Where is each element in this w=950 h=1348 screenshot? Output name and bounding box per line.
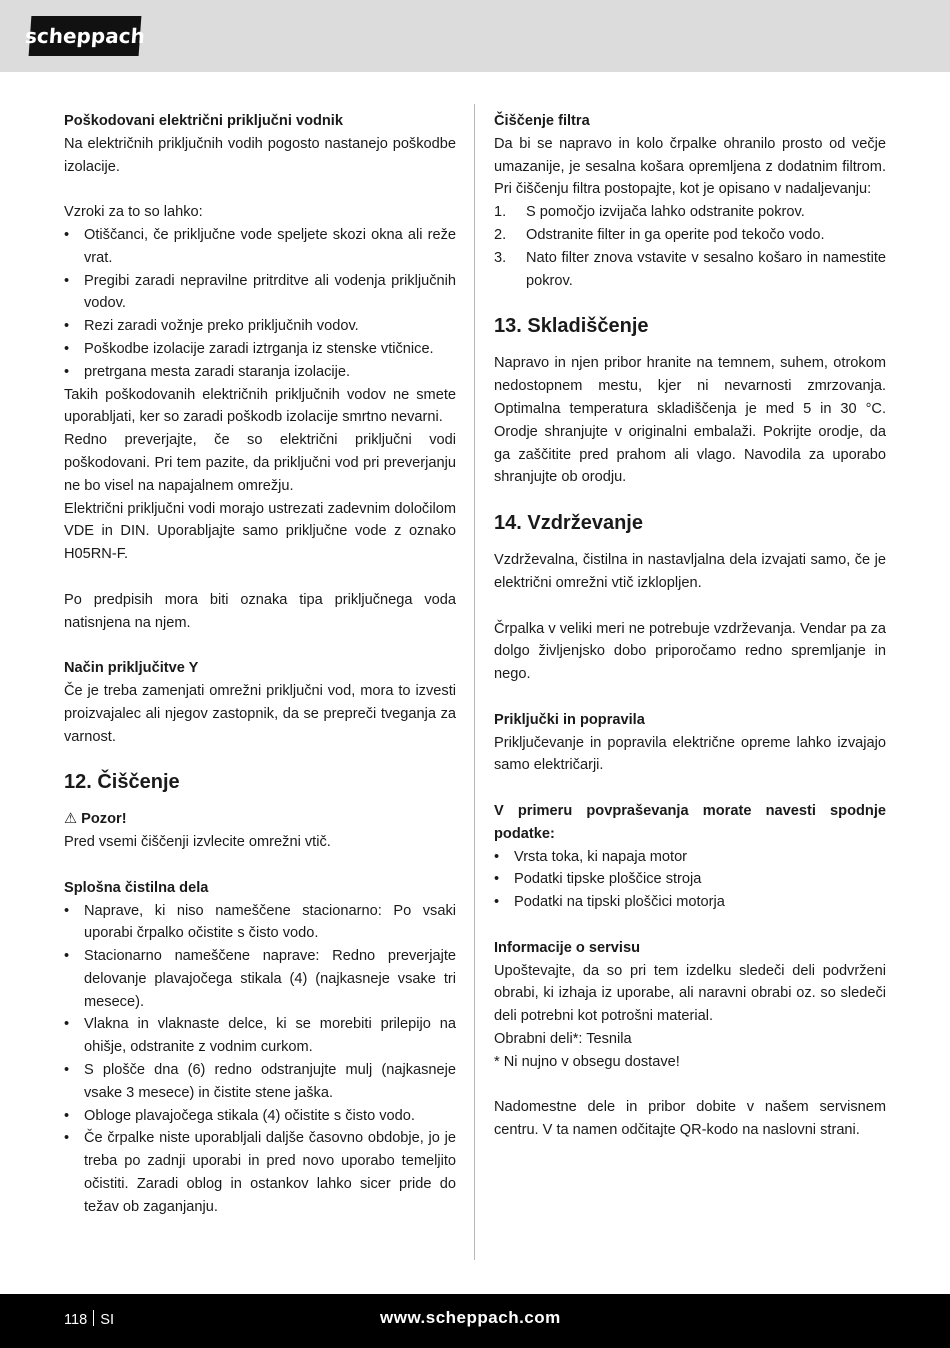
paragraph: * Ni nujno v obsegu dostave! (494, 1053, 680, 1070)
list-item: 1. S pomočjo izvijača lahko odstranite pokrov. (494, 204, 805, 221)
list-item: • Rezi zaradi vožnje preko priključnih vodov. (64, 318, 359, 335)
cleaning-list (64, 900, 456, 1219)
list-item: • Stacionarno nameščene naprave: Redno preverjajte delovanje plavajočega stikala (4) (najkasneje vsake tri mesece). (64, 948, 456, 1010)
paragraph: Priključevanje in popravila električne opreme lahko izvajajo samo električarji. (494, 734, 886, 774)
section-title-general-cleaning: Splošna čistilna dela (64, 879, 209, 896)
paragraph: Če je treba zamenjati omrežni priključni vod, mora to izvesti proizvajalec ali njegov zastopnik, da se prepreči tveganja za varnost. (64, 682, 456, 745)
paragraph: Redno preverjajte, če so električni priključni vodi poškodovani. Pri tem pazite, da priključni vod pri preverjanju ne bo visel na napajalnem omrežju. (64, 432, 456, 494)
filter-steps-list (494, 201, 886, 292)
list-item: • Vrsta toka, ki napaja motor (494, 848, 688, 865)
list-item: • Otiščanci, če priključne vode speljete skozi okna ali reže vrat. (64, 226, 456, 266)
list-item: • Podatki na tipski ploščici motorja (494, 894, 725, 911)
column-divider (474, 104, 475, 1260)
list-item: • Če črpalke niste uporabljali daljše časovno obdobje, jo je treba po zadnji uporabi in pred novo uporabo temeljito očistiti. Zaradi oblog in ostankov lahko sicer pride do težav ob zaganjanju. (64, 1130, 456, 1215)
heading-storage: 13. Skladiščenje (494, 315, 649, 338)
paragraph: Vzdrževalna, čistilna in nastavljalna dela izvajati samo, če je električni omrežni vtič izklopljen. (494, 552, 886, 591)
section-title-y-connection: Način priključitve Y (64, 660, 199, 677)
paragraph: Da bi se napravo in kolo črpalke ohranilo prosto od večje umazanije, je sesalna košara opremljena z dodatnim filtrom. Pri čiščenju filtra postopajte, kot je opisano v nadaljevanju: (494, 135, 886, 198)
paragraph: Po predpisih mora biti oznaka tipa priključnega voda natisnjena na njem. (64, 591, 456, 631)
list-item: • pretrgana mesta zaradi staranja izolacije. (64, 363, 351, 380)
warning-text: Pred vsemi čiščenji izvlecite omrežni vtič. (64, 834, 331, 851)
list-item: • Obloge plavajočega stikala (4) očistite s čisto vodo. (64, 1107, 415, 1124)
website-link[interactable]: www.scheppach.com (380, 1308, 561, 1327)
paragraph: Na električnih priključnih vodih pogosto nastanejo poškodbe izolacije. (64, 135, 456, 175)
section-title-service-info: Informacije o servisu (494, 939, 640, 956)
paragraph: Takih poškodovanih električnih priključnih vodov ne smete uporabljati, ker so zaradi poškodb izolacije smrtno nevarni. (64, 386, 456, 426)
page-number: 118 SI (64, 1312, 115, 1328)
paragraph: Napravo in njen pribor hranite na temnem, suhem, otrokom nedostopnem mestu, kjer ni nevarnosti zmrzovanja. Optimalna temperatura skladiščenja je med 5 in 30 °C. Orodje shranjujte v originalni embalaži. Pokrijte orodje, da ga zaščitite pred prahom ali vlago. Navodila za uporabo shranjujte ob orodju. (494, 355, 886, 486)
list-item: • S plošče dna (6) redno odstranjujte mulj (najkasneje vsake 3 mesece) in čistite stene jaška. (64, 1062, 456, 1101)
left-column (64, 110, 456, 1219)
list-item: 2. Odstranite filter in ga operite pod tekočo vodo. (494, 226, 825, 243)
heading-cleaning: 12. Čiščenje (64, 771, 180, 794)
list-item: • Poškodbe izolacije zaradi iztrganja iz stenske vtičnice. (64, 340, 434, 357)
inquiry-list (494, 846, 886, 914)
paragraph: Nadomestne dele in pribor dobite v našem servisnem centru. V ta namen odčitajte QR-kodo na naslovni strani. (494, 1099, 886, 1139)
causes-list (64, 224, 456, 384)
footer-bar (0, 1294, 950, 1348)
right-column (494, 110, 886, 1142)
paragraph: Vzroki za to so lahko: (64, 204, 203, 221)
paragraph: Obrabni deli*: Tesnila (494, 1030, 632, 1047)
section-title-connections-repairs: Priključki in popravila (494, 711, 645, 728)
list-item: • Vlakna in vlaknaste delce, ki se morebiti prilepijo na ohišje, odstranite z vodnim curkom. (64, 1016, 456, 1056)
paragraph: Električni priključni vodi morajo ustrezati zadevnim določilom VDE in DIN. Uporabljajte samo priključne vode z oznako H05RN-F. (64, 500, 456, 563)
section-title-inquiry: V primeru povpraševanja morate navesti spodnje podatke: (494, 802, 886, 842)
list-item: • Podatki tipske ploščice stroja (494, 871, 702, 888)
header-bar (0, 0, 950, 72)
brand-logo: scheppach (29, 16, 142, 56)
list-item: • Pregibi zaradi nepravilne pritrditve ali vodenja priključnih vodov. (64, 272, 456, 312)
paragraph: Črpalka v veliki meri ne potrebuje vzdrževanja. Vendar pa za dolgo življenjsko dobo priporočamo redno spremljanje in nego. (494, 620, 886, 683)
heading-maintenance: 14. Vzdrževanje (494, 512, 643, 535)
list-item: 3. Nato filter znova vstavite v sesalno košaro in namestite pokrov. (494, 249, 886, 289)
list-item: • Naprave, ki niso nameščene stacionarno: Po vsaki uporabi črpalko očistite s čisto vodo. (64, 902, 456, 942)
warning-title: ⚠ Pozor! (64, 811, 127, 828)
section-title-filter-cleaning: Čiščenje filtra (494, 113, 590, 129)
warning-icon: ⚠ (64, 811, 78, 828)
paragraph: Upoštevajte, da so pri tem izdelku sledeči deli podvrženi obrabi, ki izhaja iz uporabe, ali naravni obrabi oz. so sledeči deli potrebni kot potrošni material. (494, 962, 886, 1025)
section-title-damaged-cable: Poškodovani električni priključni vodnik (64, 113, 343, 129)
